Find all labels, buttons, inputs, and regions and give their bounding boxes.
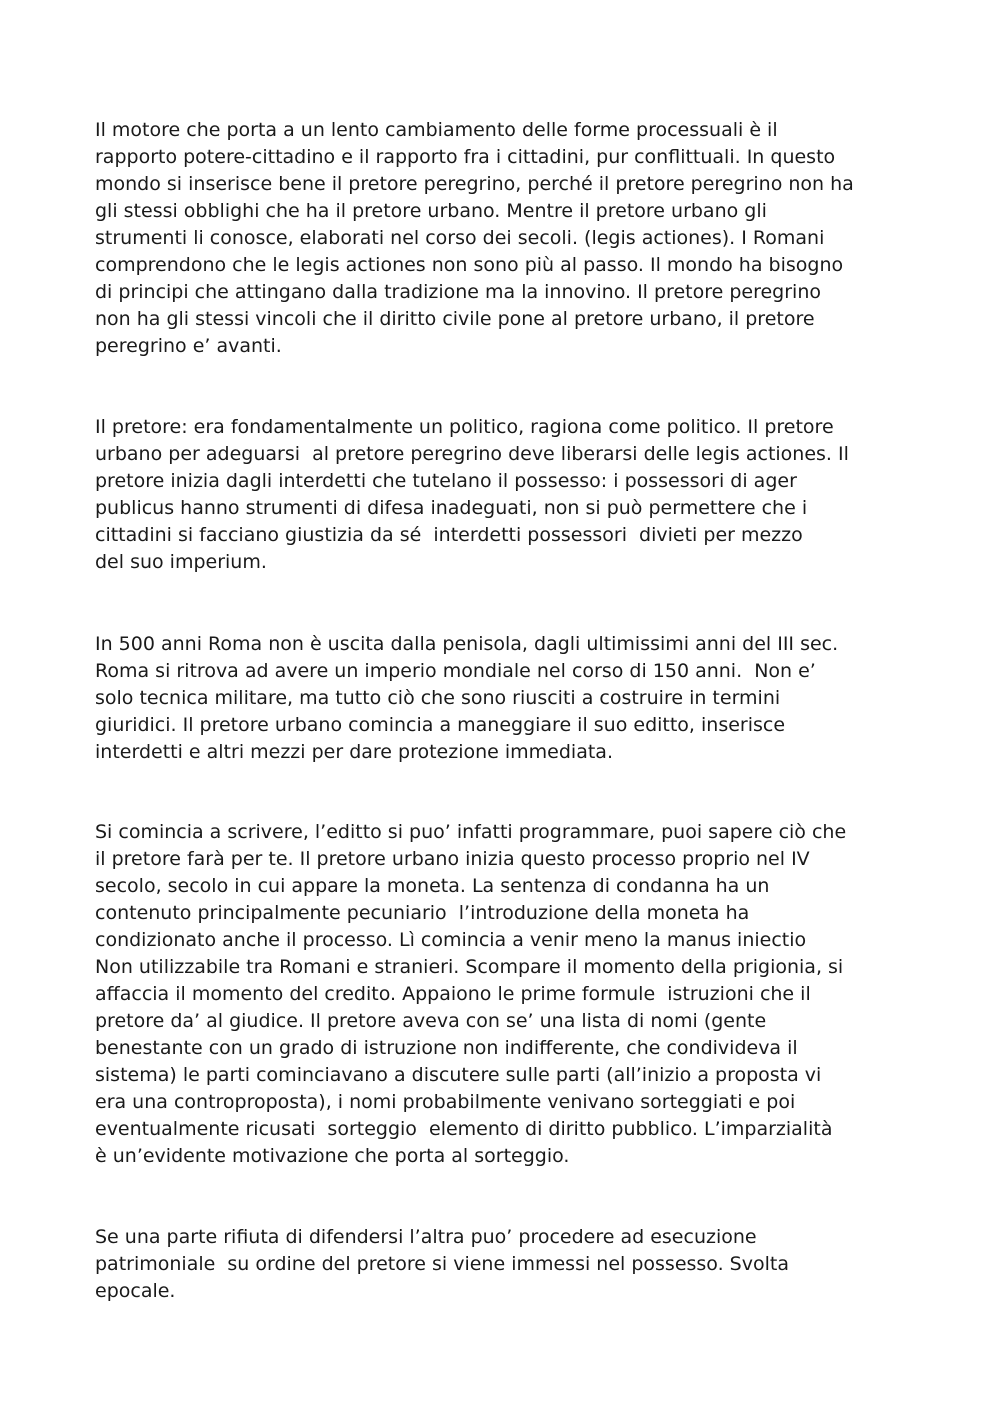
- text-line: comprendono che le legis actiones non sono più al passo. Il mondo ha bisogno: [95, 254, 844, 276]
- text-line: peregrino e’ avanti.: [95, 335, 282, 357]
- text-line: cittadini si facciano giustizia da sé interdetti possessori divieti per mezzo: [95, 524, 803, 546]
- text-line: Se una parte rifiuta di difendersi l’altra puo’ procedere ad esecuzione: [95, 1226, 757, 1248]
- text-line: strumenti li conosce, elaborati nel corso dei secoli. (legis actiones). I Romani: [95, 227, 825, 249]
- text-line: pretore da’ al giudice. Il pretore aveva con se’ una lista di nomi (gente: [95, 1010, 767, 1032]
- text-line: urbano per adeguarsi al pretore peregrino deve liberarsi delle legis actiones. Il: [95, 443, 849, 465]
- text-line: contenuto principalmente pecuniario l’introduzione della moneta ha: [95, 902, 750, 924]
- paragraph-4: [95, 819, 915, 1170]
- text-line: rapporto potere-cittadino e il rapporto fra i cittadini, pur conflittuali. In questo: [95, 146, 836, 168]
- text-line: patrimoniale su ordine del pretore si viene immessi nel possesso. Svolta: [95, 1253, 789, 1275]
- text-line: In 500 anni Roma non è uscita dalla penisola, dagli ultimissimi anni del III sec.: [95, 633, 839, 655]
- text-line: interdetti e altri mezzi per dare protezione immediata.: [95, 741, 613, 763]
- text-line: eventualmente ricusati sorteggio elemento di diritto pubblico. L’imparzialità: [95, 1118, 833, 1140]
- text-line: gli stessi obblighi che ha il pretore urbano. Mentre il pretore urbano gli: [95, 200, 767, 222]
- text-line: mondo si inserisce bene il pretore peregrino, perché il pretore peregrino non ha: [95, 173, 854, 195]
- text-line: secolo, secolo in cui appare la moneta. La sentenza di condanna ha un: [95, 875, 770, 897]
- text-line: il pretore farà per te. Il pretore urbano inizia questo processo proprio nel IV: [95, 848, 810, 870]
- text-line: era una controproposta), i nomi probabilmente venivano sorteggiati e poi: [95, 1091, 796, 1113]
- text-line: è un’evidente motivazione che porta al sorteggio.: [95, 1145, 570, 1167]
- text-line: giuridici. Il pretore urbano comincia a maneggiare il suo editto, inserisce: [95, 714, 786, 736]
- text-line: Non utilizzabile tra Romani e stranieri. Scompare il momento della prigionia, si: [95, 956, 844, 978]
- text-line: affaccia il momento del credito. Appaiono le prime formule istruzioni che il: [95, 983, 811, 1005]
- text-line: condizionato anche il processo. Lì comincia a venir meno la manus iniectio: [95, 929, 813, 951]
- paragraph-2: [95, 414, 915, 576]
- text-line: pretore inizia dagli interdetti che tutelano il possesso: i possessori di ager: [95, 470, 797, 492]
- paragraph-1: [95, 117, 915, 360]
- text-line: Roma si ritrova ad avere un imperio mondiale nel corso di 150 anni. Non e’: [95, 660, 816, 682]
- text-line: non ha gli stessi vincoli che il diritto civile pone al pretore urbano, il pretore: [95, 308, 815, 330]
- text-line: Il pretore: era fondamentalmente un politico, ragiona come politico. Il pretore: [95, 416, 834, 438]
- text-line: solo tecnica militare, ma tutto ciò che sono riusciti a costruire in termini: [95, 687, 781, 709]
- text-line: publicus hanno strumenti di difesa inadeguati, non si può permettere che i: [95, 497, 808, 519]
- text-line: benestante con un grado di istruzione non indifferente, che condivideva il: [95, 1037, 798, 1059]
- text-line: di principi che attingano dalla tradizione ma la innovino. Il pretore peregrino: [95, 281, 821, 303]
- text-line: sistema) le parti cominciavano a discutere sulle parti (all’inizio a proposta vi: [95, 1064, 822, 1086]
- text-line: del suo imperium.: [95, 551, 267, 573]
- text-line: Il motore che porta a un lento cambiamento delle forme processuali è il: [95, 119, 778, 141]
- text-line: epocale.: [95, 1280, 176, 1302]
- text-line: Si comincia a scrivere, l’editto si puo’ infatti programmare, puoi sapere ciò che: [95, 821, 847, 843]
- paragraph-3: [95, 631, 915, 766]
- paragraph-5: [95, 1224, 915, 1305]
